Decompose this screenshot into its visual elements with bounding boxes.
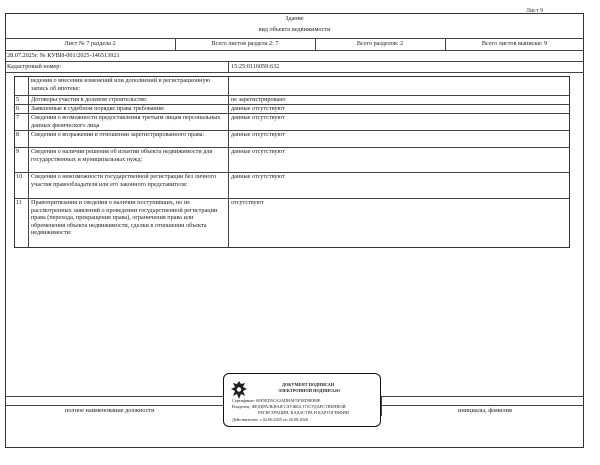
- extract-date-number: 28.07.2025г. № КУВИ-001/2025-146513921: [7, 52, 120, 59]
- table-row-value: данные отсутствуют: [231, 173, 285, 180]
- total-sections: Всего разделов: 2: [356, 40, 404, 47]
- table-row-value: не зарегистрировано: [231, 96, 286, 103]
- table-row-value: данные отсутствуют: [231, 114, 285, 121]
- table-row-number: 6: [16, 105, 20, 112]
- stamp-line-6: Действителен: с 02.06.2025 по 26.08.2026: [232, 417, 308, 422]
- stamp-line-1: ДОКУМЕНТ ПОДПИСАН: [282, 382, 335, 387]
- table-row-value: данные отсутствуют: [231, 131, 285, 138]
- stamp-line-2: ЭЛЕКТРОННОЙ ПОДПИСЬЮ: [278, 388, 340, 393]
- table-row-number: 7: [16, 114, 20, 121]
- table-row-number: 10: [16, 173, 23, 180]
- stamp-line-3: Сертификат: 00F5ED5CA2ADBAF5F3ED9EB8E: [232, 398, 321, 403]
- table-row-label: Сведения о невозможности государственной регистрации без личного участия правообладателя или его законного представителя:: [31, 173, 217, 188]
- sheet-of-section: Лист № 7 раздела 2: [64, 40, 116, 47]
- table-row-label: Сведения о возможности предоставления третьим лицам персональных данных физического лица: [31, 114, 221, 129]
- total-sheets-section: Всего листов раздела 2: 7: [211, 40, 279, 47]
- stamp-line-4: Владелец: ФЕДЕРАЛЬНАЯ СЛУЖБА ГОСУДАРСТВЕННОЙ: [232, 404, 346, 409]
- table-row-label: ведения о внесении изменений или дополнений в регистрационную запись об ипотеке:: [31, 77, 211, 92]
- table-row-number: 5: [16, 96, 20, 103]
- stamp-line-5: РЕГИСТРАЦИИ, КАДАСТРА И КАРТОГРАФИИ: [258, 410, 349, 415]
- table-row-value: отсутствуют: [231, 199, 264, 206]
- document-title: Здание: [285, 15, 304, 22]
- table-row-label: Заявленные в судебном порядке права требования:: [31, 105, 165, 112]
- document-subtitle: вид объекта недвижимости: [258, 26, 331, 33]
- cadastral-label: Кадастровый номер:: [7, 63, 62, 70]
- sheet-label: Лист 9: [526, 8, 544, 14]
- total-sheets-extract: Всего листов выписки: 9: [481, 40, 548, 47]
- position-label: полное наименование должности: [65, 407, 155, 414]
- cadastral-value: 15:25:0116059:632: [231, 63, 280, 70]
- name-label: инициалы, фамилия: [458, 407, 512, 414]
- table-row-value: данные отсутствуют: [231, 148, 285, 155]
- table-row-label: Сведения о возражении в отношении зарегистрированного права:: [31, 131, 205, 138]
- table-row-label: Сведения о наличии решения об изъятии объекта недвижимости для государственных и муниципальных нужд:: [31, 148, 213, 163]
- table-row-label: Правопритязания и сведения о наличии поступивших, но не рассмотренных заявлений о проведении государственной регистрации права (перехода, прекращения права), ограничения права или обременения объекта недвижимости, сделки в отношении объекта недвижимости:: [31, 199, 218, 236]
- table-row-number: 8: [16, 131, 20, 138]
- table-row-label: Договоры участия в долевом строительстве:: [31, 96, 148, 103]
- table-row-number: 9: [16, 148, 20, 155]
- table-row-number: 11: [16, 199, 22, 206]
- e-signature-stamp: [223, 373, 381, 427]
- table-row-value: данные отсутствуют: [231, 105, 285, 112]
